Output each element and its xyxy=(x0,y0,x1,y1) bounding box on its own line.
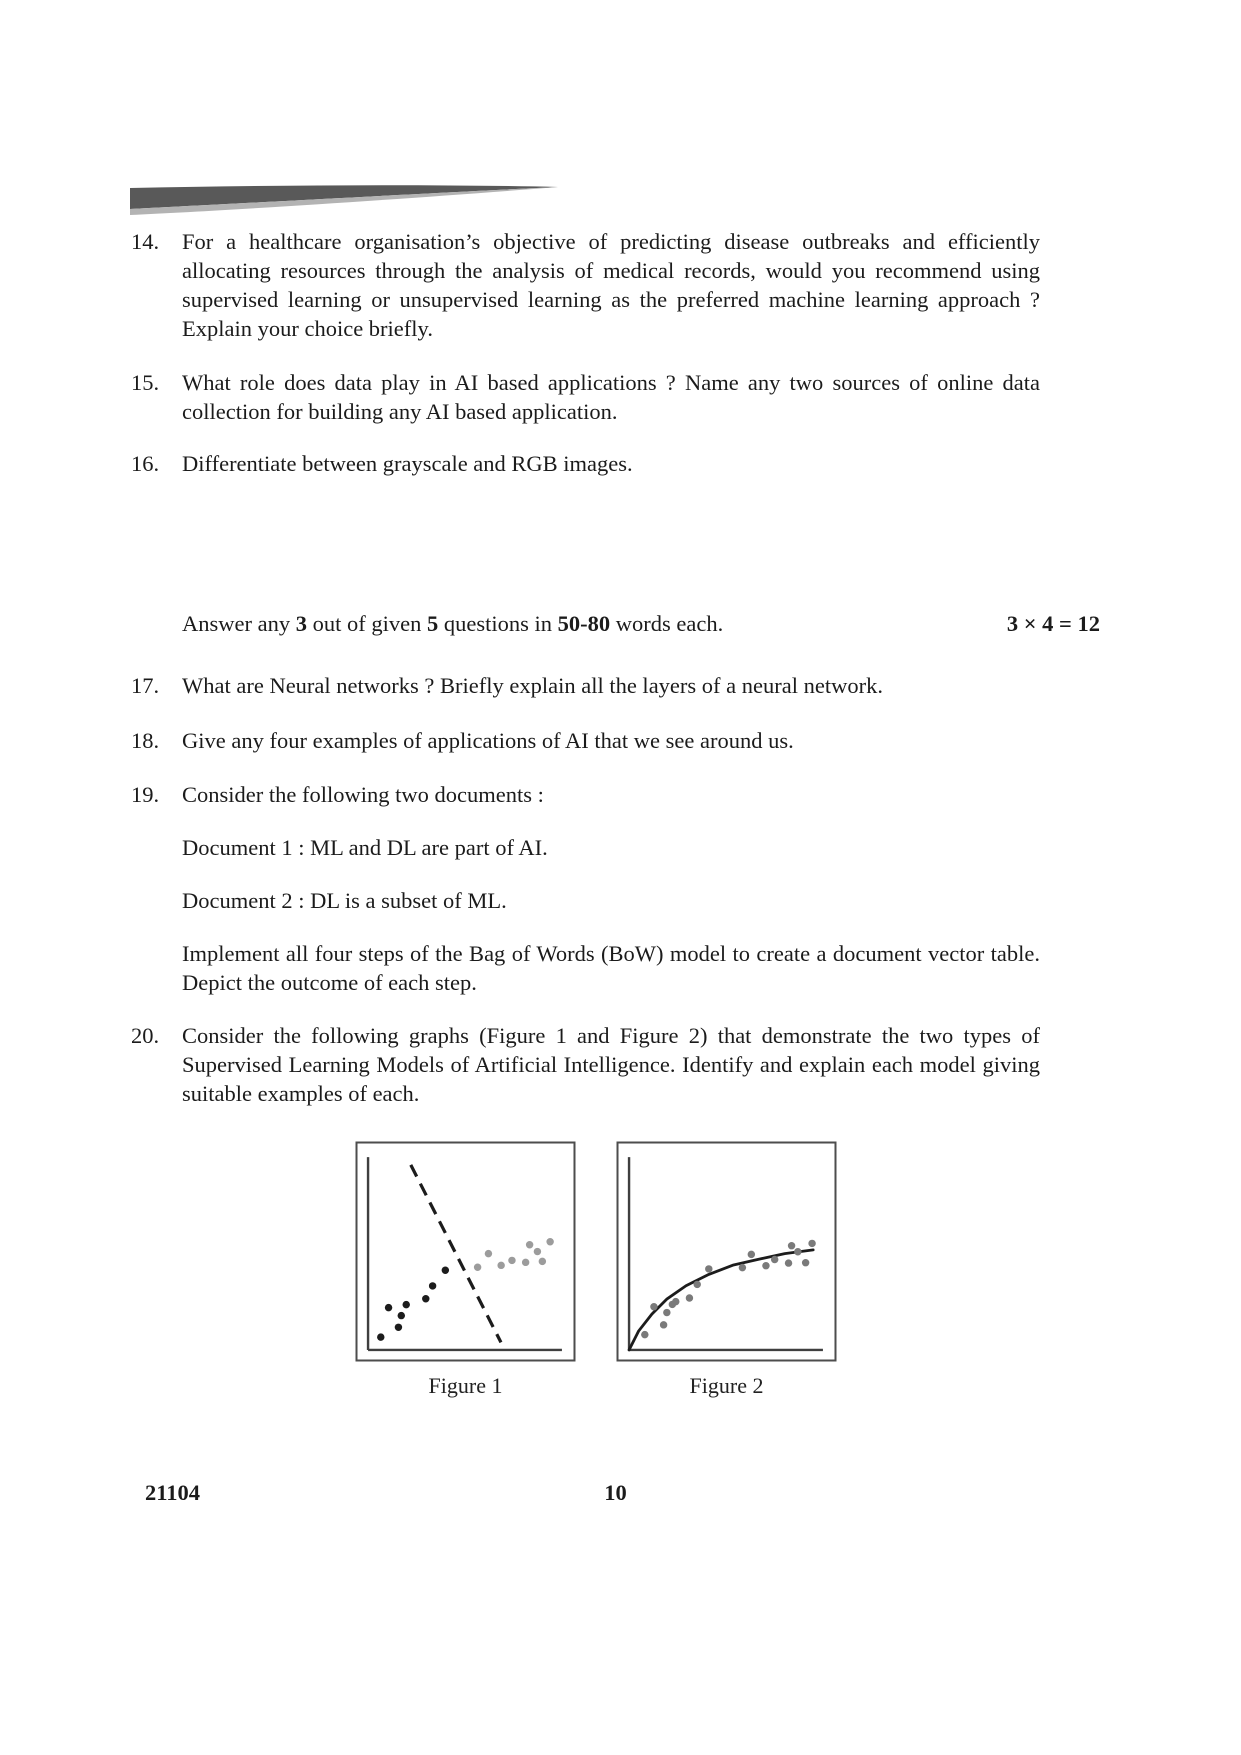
question-20-number: 20. xyxy=(131,1023,160,1048)
question-16 xyxy=(131,449,1100,478)
question-18-number: 18. xyxy=(131,728,160,753)
figures-row xyxy=(355,1141,1100,1399)
question-14-text: For a healthcare organisation’s objective of predicting disease outbreaks and efficiently allocating resources through the analysis of medical records, would you recommend using supervised learning or unsupervised learning as the preferred machine learning approach ? Explain your choice briefly. xyxy=(182,229,1040,341)
question-15-text: What role does data play in AI based applications ? Name any two sources of online data collection for building any AI based application. xyxy=(182,370,1040,424)
question-18 xyxy=(131,726,1100,755)
figure-2-regression-scatter-chart xyxy=(616,1141,837,1362)
question-16-number: 16. xyxy=(131,451,160,476)
question-19 xyxy=(131,780,1100,997)
question-19-text: Consider the following two documents : xyxy=(182,782,544,807)
question-15-number: 15. xyxy=(131,370,160,395)
question-16-text: Differentiate between grayscale and RGB images. xyxy=(182,451,633,476)
question-18-text: Give any four examples of applications of AI that we see around us. xyxy=(182,728,794,753)
page-content xyxy=(131,227,1100,1399)
marks-scheme: 3 × 4 = 12 xyxy=(1006,611,1100,636)
instruction-seg-bold: 50-80 xyxy=(557,611,611,636)
figure-1-caption: Figure 1 xyxy=(428,1373,503,1398)
swoosh-dark-shape xyxy=(130,185,558,209)
section-instruction-row xyxy=(131,609,1100,638)
header-swoosh-decoration xyxy=(130,184,560,218)
figure-1-classification-scatter-chart xyxy=(355,1141,576,1362)
instruction-seg: out of given xyxy=(306,611,427,636)
figure-2 xyxy=(616,1141,837,1399)
question-20 xyxy=(131,1021,1100,1108)
instruction-seg-bold: 3 xyxy=(295,611,307,636)
question-17-number: 17. xyxy=(131,673,160,698)
figure-2-caption: Figure 2 xyxy=(689,1373,764,1398)
question-20-text: Consider the following graphs (Figure 1 and Figure 2) that demonstrate the two types of Supervised Learning Models of Artificial Intelligence. Identify and explain each model giving suitable examples of each. xyxy=(182,1023,1040,1106)
question-19-document-2: Document 2 : DL is a subset of ML. xyxy=(182,888,507,913)
question-14-number: 14. xyxy=(131,229,160,254)
section-instruction-text xyxy=(182,609,723,638)
question-19-document-1: Document 1 : ML and DL are part of AI. xyxy=(182,835,548,860)
instruction-seg: words each. xyxy=(610,611,724,636)
page-number: 10 xyxy=(604,1480,627,1505)
question-14 xyxy=(131,227,1100,343)
figure-1 xyxy=(355,1141,576,1399)
question-19-task: Implement all four steps of the Bag of Words (BoW) model to create a document vector table. Depict the outcome of each step. xyxy=(182,941,1040,995)
instruction-seg: questions in xyxy=(438,611,558,636)
question-17-text: What are Neural networks ? Briefly explain all the layers of a neural network. xyxy=(182,673,883,698)
question-15 xyxy=(131,368,1100,426)
instruction-seg: Answer any xyxy=(182,611,296,636)
instruction-seg-bold: 5 xyxy=(426,611,439,636)
question-17 xyxy=(131,671,1100,700)
page-footer xyxy=(131,1480,1100,1510)
paper-code: 21104 xyxy=(145,1480,201,1505)
question-19-number: 19. xyxy=(131,782,160,807)
